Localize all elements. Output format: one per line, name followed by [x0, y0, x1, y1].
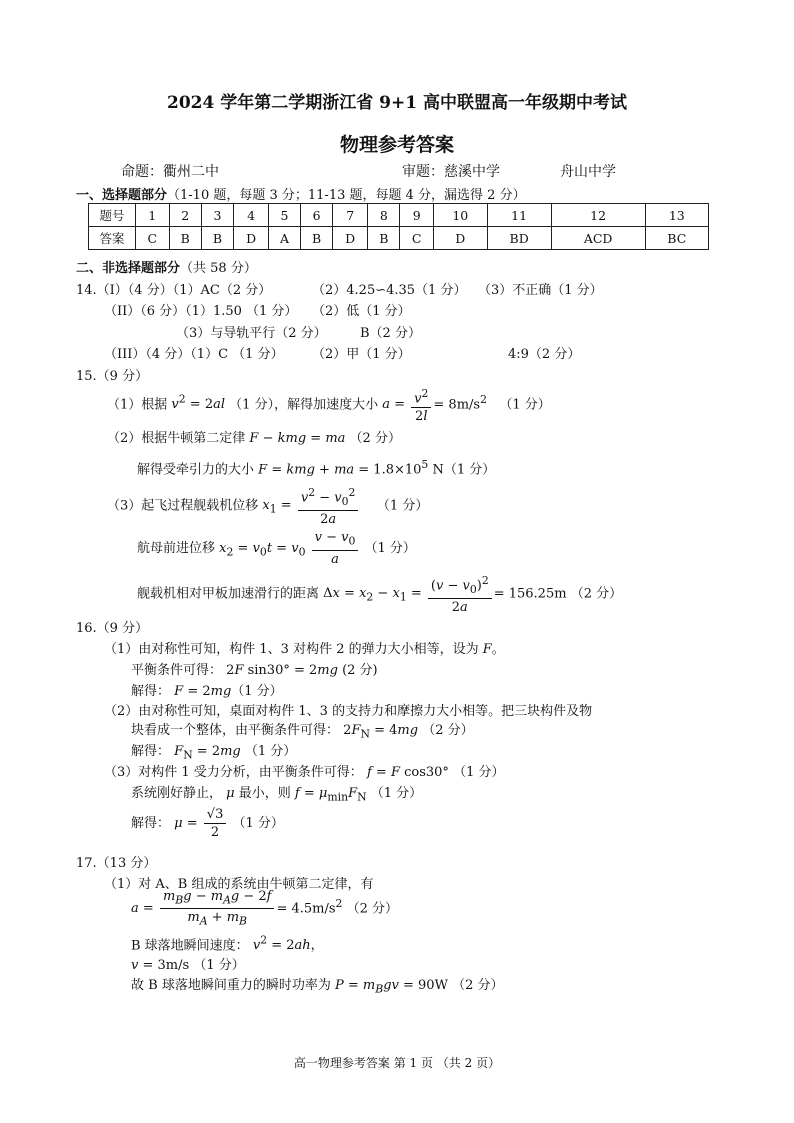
a-cell: A: [269, 227, 301, 250]
q14-line3b: B（2 分）: [360, 326, 421, 341]
q16-part1b: [131, 659, 378, 678]
q14-line4c: 4:9（2 分）: [508, 347, 581, 362]
q16-p3b-pre: 系统刚好静止，: [131, 786, 223, 801]
credit-reviewer2: 舟山中学: [560, 164, 616, 180]
page-subtitle: 物理参考答案: [339, 134, 454, 156]
q17-p1d-score: （2 分）: [452, 978, 504, 993]
q15-p3-pre: （3）起飞过程舰载机位移: [107, 498, 259, 514]
a-cell: D: [234, 227, 269, 250]
q15-head: 15.（9 分）: [76, 369, 149, 384]
q-cell: 11: [487, 204, 551, 227]
q16-part3: [104, 761, 504, 780]
q15-p3-score: （1 分）: [376, 498, 429, 514]
q15-part1: （1）根据 $v^2 = 2al$ （1 分），解得加速度大小 a = $\frac{v^2}{2l}$ = $8m/s^2$ （1 分）: [107, 386, 551, 424]
q16-p2b-text: 块看成一个整体，由平衡条件可得：: [131, 723, 340, 738]
q16-part3b: [131, 782, 422, 804]
q16-part2: （2）由对称性可知，桌面对构件 1、3 的支持力和摩擦力大小相等。把三块构件及物: [104, 704, 593, 719]
q14-line1c: （3）不正确（1 分）: [478, 283, 603, 298]
q15-p2b-val: = 1.8×10: [358, 462, 422, 478]
q15-p3c-val: = 156.25m: [493, 586, 567, 602]
section1-heading-line: [76, 184, 526, 203]
q16-part2b: [131, 719, 474, 741]
q-cell: 13: [645, 204, 708, 227]
q17-p1b-text: B 球落地瞬间速度：: [131, 938, 249, 954]
q14-line2b: （2）低（1 分）: [312, 304, 411, 319]
q-cell: 12: [551, 204, 645, 227]
q-cell: 5: [269, 204, 301, 227]
q15-p3b-eq: $x_2 = v_0t = v_0$ $\frac{v - v_0}{a}$: [219, 541, 360, 556]
q16-p2b-eq: $2F_N = 4mg$: [343, 723, 419, 741]
q-cell: 8: [368, 204, 400, 227]
q-cell: 1: [136, 204, 170, 227]
q15-part2b: 解得受牵引力的大小 F = kmg + ma = $1.8\times 10^5$ N（1 分）: [137, 458, 496, 478]
q16-part1: （1）由对称性可知，构件 1、3 对构件 2 的弹力大小相等，设为 F。: [104, 642, 505, 657]
q16-p2c-eq: $F_N = 2mg$: [174, 744, 241, 762]
q16-p3c-score: （1 分）: [232, 816, 284, 831]
q15-p1-val: = 8m/s: [433, 397, 481, 413]
a-cell: BD: [487, 227, 551, 250]
a-cell: B: [300, 227, 332, 250]
q15-p2-eq: F − kmg = ma: [249, 431, 346, 446]
a-cell: C: [400, 227, 434, 250]
q-cell: 10: [433, 204, 487, 227]
q16-part3c: [131, 806, 284, 842]
page-footer: 高一物理参考答案 第 1 页 （共 2 页）: [293, 1056, 501, 1070]
q17-p1-val: = 4.5m/s: [276, 901, 336, 917]
q-cell: 9: [400, 204, 434, 227]
a-cell: ACD: [551, 227, 645, 250]
q17-accel-eq: a = $\frac{m_Bg - m_Ag - 2f}{m_A + m_B}$: [131, 901, 276, 916]
q17-part1-eq: a = $\frac{m_Bg - m_Ag - 2f}{m_A + m_B}$ = $4.5m/s^2$ （2 分）: [131, 888, 398, 928]
a-cell: B: [201, 227, 233, 250]
page-title: 2024 学年第二学期浙江省 9+1 高中联盟高一年级期中考试: [167, 93, 627, 113]
q15-p1-mid: （1 分），解得加速度大小: [229, 397, 379, 413]
q17-p1c-eq: v: [131, 958, 139, 973]
q15-part3c: [137, 572, 622, 616]
q17-part1d: [131, 974, 503, 996]
q17-part1c: [131, 954, 245, 973]
a-cell: D: [433, 227, 487, 250]
q16-p1c-eq: F = 2mg（1 分）: [174, 684, 283, 699]
q15-p1-post: （1 分）: [499, 397, 551, 413]
q-cell: 4: [234, 204, 269, 227]
answer-table-row-answers: [89, 227, 709, 250]
q-cell: 6: [300, 204, 332, 227]
q15-p3c-eq: $\Delta x = x_2 - x_1$ = $\frac{(v - v_0)^2}{2a}$: [323, 586, 494, 601]
q16-head: 16.（9 分）: [76, 621, 149, 636]
q16-p3c-text: 解得：: [131, 816, 171, 831]
q17-p1b-eq: $v^2 = 2ah$，: [252, 934, 324, 954]
q16-p3-text: （3）对构件 1 受力分析，由平衡条件可得：: [104, 765, 363, 780]
q16-p2b-score: （2 分）: [422, 723, 474, 738]
a-cell: BC: [645, 227, 708, 250]
q-cell: 7: [333, 204, 368, 227]
q14-line1a: 14.（I）（4 分）（1）AC（2 分）: [76, 283, 272, 298]
q17-p1d-val: = 90W: [403, 978, 448, 993]
section2-heading: 二、非选择题部分: [76, 261, 181, 276]
section2-note: （共 58 分）: [180, 261, 257, 276]
q15-p1-eq: $v^2 = 2al$: [171, 393, 226, 413]
a-cell: B: [368, 227, 400, 250]
q-cell: 3: [201, 204, 233, 227]
q16-part2c: [131, 740, 296, 762]
q16-p3-score: （1 分）: [453, 765, 505, 780]
q17-p1c-val: = 3m/s: [142, 958, 190, 973]
a-cell: D: [333, 227, 368, 250]
q17-part1b: [131, 934, 324, 953]
q17-part1: （1）对 A、B 组成的系统由牛顿第二定律，有: [104, 877, 374, 892]
section1-heading: 一、选择题部分: [76, 188, 168, 203]
q17-p1c-score: （1 分）: [193, 958, 245, 973]
q16-p1b-eq: 2F sin30° = 2mg: [226, 663, 338, 678]
q17-p1d-text: 故 B 球落地瞬间重力的瞬时功率为: [131, 978, 331, 993]
q16-p1b-score: (2 分): [342, 663, 378, 678]
q15-p2b-eq: F = kmg + ma: [258, 462, 355, 478]
q15-p1-pre: （1）根据: [107, 397, 168, 413]
q15-part2: [107, 427, 401, 446]
answer-table-row-questions: [89, 204, 709, 227]
q15-p3b-score: （1 分）: [364, 540, 416, 556]
q14-line1b: （2）4.25∽4.35（1 分）: [312, 283, 467, 298]
q15-p2-score: （2 分）: [349, 431, 401, 446]
q16-p1c-text: 解得：: [131, 684, 171, 699]
q16-p3b-mu: μ: [226, 786, 235, 801]
q17-p1-score: （2 分）: [346, 901, 398, 917]
q15-p3b-pre: 航母前进位移: [137, 540, 216, 556]
q16-p2c-score: （1 分）: [244, 744, 297, 759]
row-label-question: 题号: [89, 204, 136, 227]
section1-note: （1-10 题，每题 3 分；11-13 题，每题 4 分，漏选得 2 分）: [167, 188, 526, 203]
credit-reviewer: 审题：慈溪中学: [402, 164, 500, 180]
q16-p3b-score: （1 分）: [370, 786, 423, 801]
q15-part3b: [137, 529, 416, 570]
q15-p3-eq: $x_1$ = $\frac{v^2 - v_0^2}{2a}$: [262, 498, 360, 513]
q17-p1d-eq: $P = m_Bgv$: [334, 978, 399, 996]
q15-part3: [107, 484, 428, 528]
q14-line2a: （II）（6 分）（1）1.50 （1 分）: [104, 304, 298, 319]
q-cell: 2: [169, 204, 201, 227]
q16-p2c-text: 解得：: [131, 744, 171, 759]
a-cell: B: [169, 227, 201, 250]
q14-line3a: （3）与导轨平行（2 分）: [176, 326, 327, 341]
q16-p3c-eq: μ = $\frac{√3}{2}$: [174, 816, 228, 831]
q16-p1b-text: 平衡条件可得：: [131, 663, 223, 678]
q17-head: 17.（13 分）: [76, 856, 157, 871]
q14-line4a: （III）（4 分）（1）C （1 分）: [104, 347, 284, 362]
row-label-answer: 答案: [89, 227, 136, 250]
q15-p2b-unit: N（1 分）: [432, 462, 496, 478]
q15-p2-text: （2）根据牛顿第二定律: [107, 431, 246, 446]
q16-p3-eq: f = F cos30°: [366, 765, 449, 780]
q16-p3b-mid: 最小，则: [238, 786, 291, 801]
q16-part1c: [131, 680, 283, 699]
q15-p1-accel: a = $\frac{v^2}{2l}$: [382, 397, 433, 412]
answer-table: [88, 203, 709, 250]
q16-p1-text: （1）由对称性可知，构件 1、3 对构件 2 的弹力大小相等，设为: [104, 642, 479, 657]
q14-line4b: （2）甲（1 分）: [312, 347, 411, 362]
q16-p3b-eq: $f = \mu_{min}F_N$: [294, 786, 367, 804]
q15-p2b-pre: 解得受牵引力的大小: [137, 462, 255, 478]
section2-heading-line: [76, 257, 257, 276]
credit-proposer: 命题：衢州二中: [121, 164, 219, 180]
q15-p3c-score: （2 分）: [570, 586, 623, 602]
q15-p3c-pre: 舰载机相对甲板加速滑行的距离: [137, 586, 320, 602]
a-cell: C: [136, 227, 170, 250]
